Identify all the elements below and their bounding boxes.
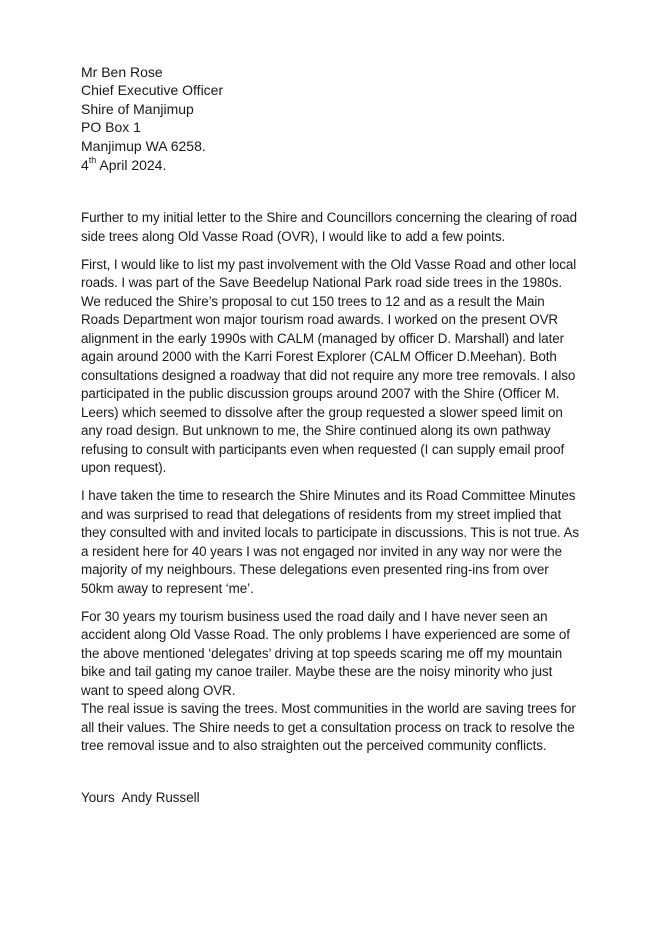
recipient-organisation: Shire of Manjimup: [81, 100, 194, 117]
date-month-year: April 2024.: [96, 157, 167, 173]
recipient-title: Chief Executive Officer: [81, 82, 224, 99]
recipient-town-postcode: Manjimup WA 6258.: [81, 137, 206, 154]
date-day: 4: [81, 157, 89, 173]
body-paragraph-tourism: For 30 years my tourism business used the road daily and I have never seen an accident along Old Vasse Road. The only problems I have experienced are some of the above mentioned ‘delegates’ driving at top speeds scaring me off my mountain bike and tail gating my canoe trailer. Maybe these are the noisy minority who just want to speed along OVR.: [81, 608, 570, 698]
date-ordinal-suffix: th: [88, 155, 97, 166]
letter-date: [81, 156, 166, 174]
recipient-name: Mr Ben Rose: [81, 64, 163, 80]
body-paragraph-real-issue: The real issue is saving the trees. Most communities in the world are saving trees for all their values. The Shire needs to get a consultation process on track to resolve the tree removal issue and to also straighten out the perceived community conflicts.: [81, 701, 576, 753]
signoff: Yours Andy Russell: [81, 790, 200, 805]
body-paragraph-minutes: I have taken the time to research the Shire Minutes and its Road Committee Minutes and was surprised to read that delegations of residents from my street implied that they consulted with and invited locals to participate in discussions. This is not true. As a resident here for 40 years I was not engaged nor invited in any way nor were the majority of my neighbours. These delegations even presented ring-ins from over 50km away to represent ‘me’.: [81, 488, 579, 596]
body-paragraph-involvement: First, I would like to list my past involvement with the Old Vasse Road and other local roads. I was part of the Save Beedelup National Park road side trees in the 1980s. We reduced the Shire’s proposal to cut 150 trees to 12 and as a result the Main Roads Department won major tourism road awards. I worked on the present OVR alignment in the early 1990s with CALM (managed by officer D. Marshall) and later again around 2000 with the Karri Forest Explorer (CALM Officer D.Meehan). Both consultations designed a roadway that did not require any more tree removals. I also participated in the public discussion groups around 2007 with the Shire (Officer M. Leers) which seemed to dissolve after the group requested a slower speed limit on any road design. But unknown to me, the Shire continued along its own pathway refusing to consult with participants even when requested (I can supply email proof upon request).: [81, 256, 577, 475]
body-paragraph-intro: Further to my initial letter to the Shire and Councillors concerning the clearing of road side trees along Old Vasse Road (OVR), I would like to add a few points.: [81, 210, 578, 244]
recipient-po-box: PO Box 1: [81, 119, 141, 136]
recipient-address-block: [81, 63, 223, 155]
letter-body: [81, 209, 581, 765]
